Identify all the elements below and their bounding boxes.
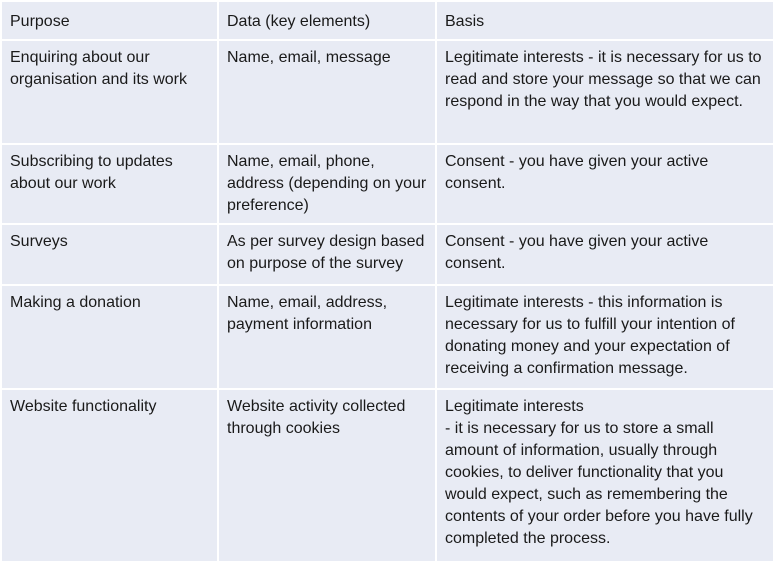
- cell-data: Name, email, message: [218, 40, 436, 144]
- cell-basis: Legitimate interests - it is necessary for us to read and store your message so that we can respond in the way that you would expect.: [436, 40, 773, 144]
- cell-purpose: Website functionality: [1, 389, 218, 562]
- cell-data: Name, email, phone, address (depending on your preference): [218, 144, 436, 224]
- cell-data: Name, email, address, payment information: [218, 285, 436, 389]
- table-row: [1, 285, 773, 389]
- cell-purpose: Making a donation: [1, 285, 218, 389]
- header-data: Data (key elements): [218, 1, 436, 40]
- header-purpose: Purpose: [1, 1, 218, 40]
- cell-purpose: Surveys: [1, 224, 218, 285]
- cell-basis: Consent - you have given your active consent.: [436, 144, 773, 224]
- cell-basis: Legitimate interests - it is necessary for us to store a small amount of information, usually through cookies, to deliver functionality that you would expect, such as remembering the contents of your order before you have fully completed the process.: [436, 389, 773, 562]
- table-row: [1, 224, 773, 285]
- cell-data: As per survey design based on purpose of the survey: [218, 224, 436, 285]
- table-row: [1, 389, 773, 562]
- cell-basis: Consent - you have given your active consent.: [436, 224, 773, 285]
- header-basis: Basis: [436, 1, 773, 40]
- table-header-row: [1, 1, 773, 40]
- table-row: [1, 144, 773, 224]
- table-row: [1, 40, 773, 144]
- cell-data: Website activity collected through cookies: [218, 389, 436, 562]
- cell-purpose: Enquiring about our organisation and its work: [1, 40, 218, 144]
- cell-purpose: Subscribing to updates about our work: [1, 144, 218, 224]
- cell-basis: Legitimate interests - this information is necessary for us to fulfill your intention of donating money and your expectation of receiving a confirmation message.: [436, 285, 773, 389]
